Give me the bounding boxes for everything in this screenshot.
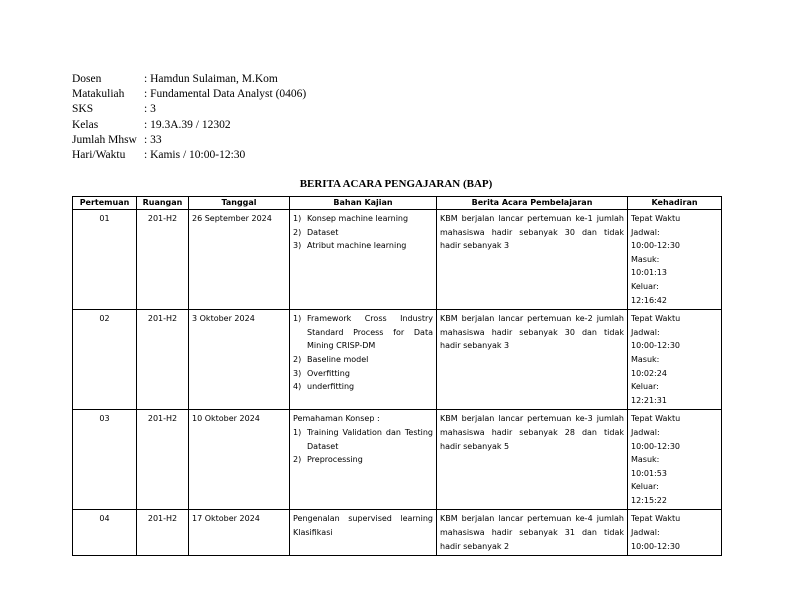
cell-kehadiran: Tepat Waktu Jadwal: 10:00-12:30 Masuk: 10:01:53 Keluar: 12:15:22 (628, 410, 722, 510)
list-item (293, 226, 433, 240)
kajian-list (293, 312, 433, 394)
course-info (72, 72, 306, 163)
info-value: : Fundamental Data Analyst (0406) (144, 88, 307, 101)
kajian-list (293, 426, 433, 467)
list-text: Dataset (307, 227, 339, 237)
info-label: Kelas (72, 118, 99, 131)
list-text: Atribut machine learning (307, 241, 407, 251)
cell-pertemuan: 04 (73, 510, 137, 556)
cell-ruangan: 201-H2 (137, 510, 189, 556)
list-number: 2) (293, 455, 302, 465)
list-number: 4) (293, 382, 302, 392)
list-text: Framework Cross Industry Standard Process for Data Mining CRISP-DM (307, 314, 433, 351)
list-item (293, 453, 433, 467)
info-label: Dosen (72, 73, 102, 85)
cell-bahan-kajian: Pengenalan supervised learning Klasifikasi (290, 510, 437, 556)
cell-berita-acara: KBM berjalan lancar pertemuan ke-4 jumlah mahasiswa hadir sebanyak 31 dan tidak hadir sebanyak 2 (437, 510, 628, 556)
cell-tanggal: 26 September 2024 (189, 210, 290, 310)
list-number: 2) (293, 227, 302, 237)
list-number: 1) (293, 214, 302, 223)
cell-ruangan: 201-H2 (137, 310, 189, 410)
list-number: 3) (293, 241, 302, 251)
list-number: 1) (293, 427, 302, 437)
info-label: Hari/Waktu (72, 149, 126, 162)
bap-table (72, 196, 722, 556)
list-text: Overfitting (307, 368, 350, 378)
cell-berita-acara: KBM berjalan lancar pertemuan ke-3 jumlah mahasiswa hadir sebanyak 28 dan tidak hadir sebanyak 5 (437, 410, 628, 510)
cell-tanggal: 3 Oktober 2024 (189, 310, 290, 410)
cell-kehadiran: Tepat Waktu Jadwal: 10:00-12:30 Masuk: 10:01:13 Keluar: 12:16:42 (628, 210, 722, 310)
header-ruangan: Ruangan (137, 197, 189, 210)
cell-tanggal: 10 Oktober 2024 (189, 410, 290, 510)
cell-berita-acara: KBM berjalan lancar pertemuan ke-1 jumlah mahasiswa hadir sebanyak 30 dan tidak hadir sebanyak 3 (437, 210, 628, 310)
list-text: Training Validation dan Testing Dataset (307, 427, 433, 451)
cell-pertemuan: 01 (73, 210, 137, 310)
header-berita-acara: Berita Acara Pembelajaran (437, 197, 628, 210)
header-tanggal: Tanggal (189, 197, 290, 210)
list-number: 2) (293, 354, 302, 364)
cell-ruangan: 201-H2 (137, 210, 189, 310)
info-row-jumlah-mhsw (72, 133, 306, 148)
info-label: Matakuliah (72, 88, 125, 101)
info-value: : 33 (144, 133, 162, 146)
table-row (73, 310, 722, 410)
info-value: : Hamdun Sulaiman, M.Kom (144, 73, 278, 85)
list-number: 3) (293, 368, 302, 378)
cell-bahan-kajian (290, 410, 437, 510)
table-row (73, 210, 722, 310)
info-row-sks (72, 102, 306, 117)
cell-kehadiran: Tepat Waktu Jadwal: 10:00-12:30 (628, 510, 722, 556)
info-label: Jumlah Mhsw (72, 133, 137, 146)
info-row-hari-waktu (72, 148, 306, 163)
cell-pertemuan: 02 (73, 310, 137, 410)
cell-berita-acara: KBM berjalan lancar pertemuan ke-2 jumlah mahasiswa hadir sebanyak 30 dan tidak hadir sebanyak 3 (437, 310, 628, 410)
list-item (293, 367, 433, 381)
list-item (293, 426, 433, 453)
list-item (293, 239, 433, 253)
cell-bahan-kajian (290, 210, 437, 310)
list-item (293, 212, 433, 226)
cell-tanggal: 17 Oktober 2024 (189, 510, 290, 556)
info-value: : 19.3A.39 / 12302 (144, 118, 231, 131)
kajian-intro: Pemahaman Konsep : (293, 414, 380, 424)
kajian-list (293, 212, 433, 253)
list-text: Preprocessing (307, 455, 363, 465)
list-item (293, 353, 433, 367)
table-row (73, 510, 722, 556)
info-label: SKS (72, 103, 94, 116)
header-kehadiran: Kehadiran (628, 197, 722, 210)
info-value: : 3 (144, 103, 156, 116)
cell-pertemuan: 03 (73, 410, 137, 510)
table-header-row (73, 197, 722, 210)
info-value: : Kamis / 10:00-12:30 (144, 149, 246, 162)
cell-kehadiran: Tepat Waktu Jadwal: 10:00-12:30 Masuk: 10:02:24 Keluar: 12:21:31 (628, 310, 722, 410)
info-row-kelas (72, 118, 306, 133)
info-row-dosen (72, 72, 306, 87)
list-item (293, 312, 433, 353)
cell-bahan-kajian (290, 310, 437, 410)
list-number: 1) (293, 314, 302, 324)
table-row (73, 410, 722, 510)
list-item (293, 380, 433, 394)
cell-ruangan: 201-H2 (137, 410, 189, 510)
header-pertemuan: Pertemuan (73, 197, 137, 210)
list-text: Baseline model (307, 354, 369, 364)
info-row-matakuliah (72, 87, 306, 102)
list-text: Konsep machine learning (307, 214, 409, 223)
header-bahan-kajian: Bahan Kajian (290, 197, 437, 210)
list-text: underfitting (307, 382, 355, 392)
document-title: BERITA ACARA PENGAJARAN (BAP) (299, 178, 493, 190)
